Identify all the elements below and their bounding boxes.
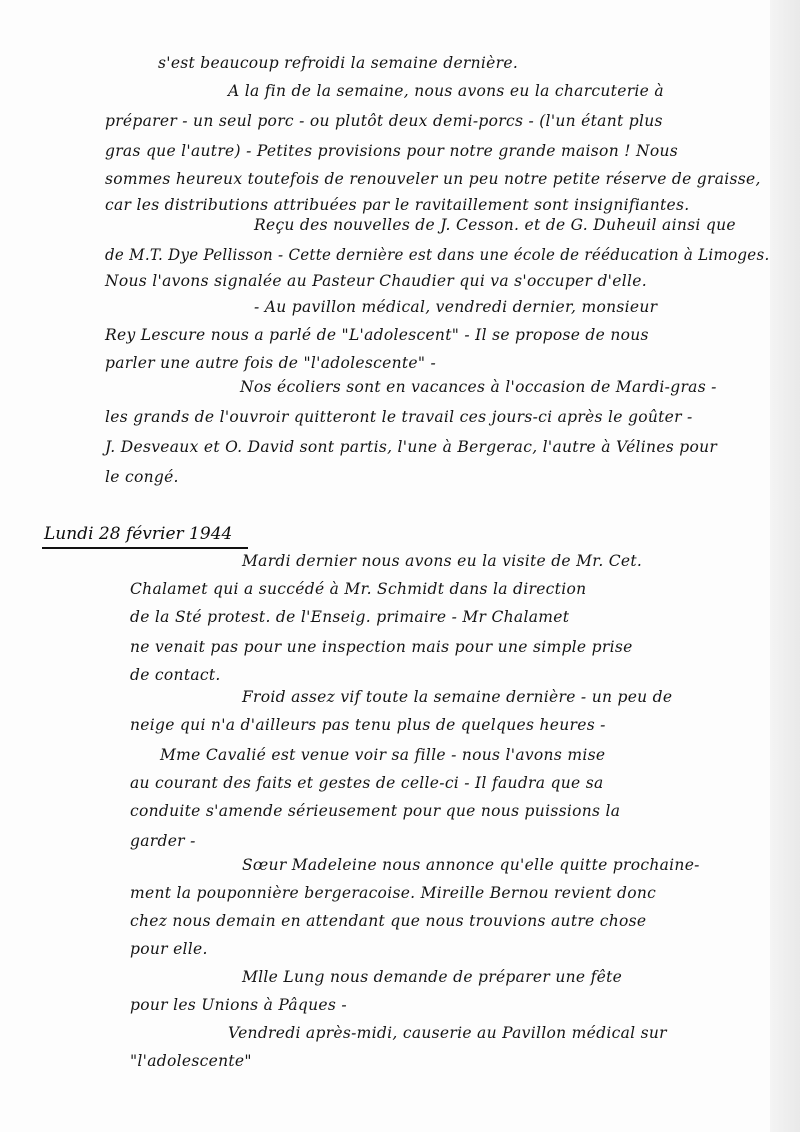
text-line: Mardi dernier nous avons eu la visite de Mr. Cet. [242,552,643,570]
text-line: Reçu des nouvelles de J. Cesson. et de G. Duheuil ainsi que [254,216,736,234]
text-line: de M.T. Dye Pellisson - Cette dernière est dans une école de rééducation à Limoges. [105,246,770,264]
text-line: neige qui n'a d'ailleurs pas tenu plus de quelques heures - [130,716,606,734]
text-line: Mme Cavalié est venue voir sa fille - nous l'avons mise [160,746,606,764]
text-line: ne venait pas pour une inspection mais pour une simple prise [130,638,633,656]
text-line: chez nous demain en attendant que nous trouvions autre chose [130,912,647,930]
text-line: car les distributions attribuées par le ravitaillement sont insignifiantes. [105,196,690,214]
text-line: pour elle. [130,940,208,958]
text-line: Nos écoliers sont en vacances à l'occasion de Mardi-gras - [240,378,717,396]
page-edge-shadow [770,0,800,1132]
text-line: Sœur Madeleine nous annonce qu'elle quitte prochaine- [242,856,700,874]
text-line: Nous l'avons signalée au Pasteur Chaudier qui va s'occuper d'elle. [105,272,647,290]
text-line: de contact. [130,666,221,684]
text-line: - Au pavillon médical, vendredi dernier, monsieur [254,298,658,316]
text-line: A la fin de la semaine, nous avons eu la charcuterie à [228,82,664,100]
text-line: garder - [130,832,196,850]
text-line: Vendredi après-midi, causerie au Pavillon médical sur [228,1024,667,1042]
text-line: les grands de l'ouvroir quitteront le travail ces jours-ci après le goûter - [105,408,693,426]
text-line: préparer - un seul porc - ou plutôt deux demi-porcs - (l'un étant plus [105,112,663,130]
text-line: ment la pouponnière bergeracoise. Mireille Bernou revient donc [130,884,657,902]
text-line: Rey Lescure nous a parlé de "L'adolescent" - Il se propose de nous [105,326,649,344]
text-line: J. Desveaux et O. David sont partis, l'une à Bergerac, l'autre à Vélines pour [105,438,718,456]
text-line: gras que l'autre) - Petites provisions pour notre grande maison ! Nous [105,142,678,160]
text-line: pour les Unions à Pâques - [130,996,347,1014]
text-line: s'est beaucoup refroidi la semaine dernière. [158,54,519,72]
text-line: Froid assez vif toute la semaine dernière - un peu de [242,688,673,706]
text-line: de la Sté protest. de l'Enseig. primaire - Mr Chalamet [130,608,570,626]
text-line: sommes heureux toutefois de renouveler un peu notre petite réserve de graisse, [105,170,761,188]
date-heading: Lundi 28 février 1944 [44,524,233,544]
text-line: "l'adolescente" [130,1052,252,1070]
date-underline [42,547,248,549]
text-line: Mlle Lung nous demande de préparer une fête [242,968,623,986]
text-line: au courant des faits et gestes de celle-ci - Il faudra que sa [130,774,604,792]
text-line: Chalamet qui a succédé à Mr. Schmidt dans la direction [130,580,587,598]
text-line: conduite s'amende sérieusement pour que nous puissions la [130,802,621,820]
text-line: parler une autre fois de "l'adolescente" - [105,354,437,372]
text-line: le congé. [105,468,179,486]
